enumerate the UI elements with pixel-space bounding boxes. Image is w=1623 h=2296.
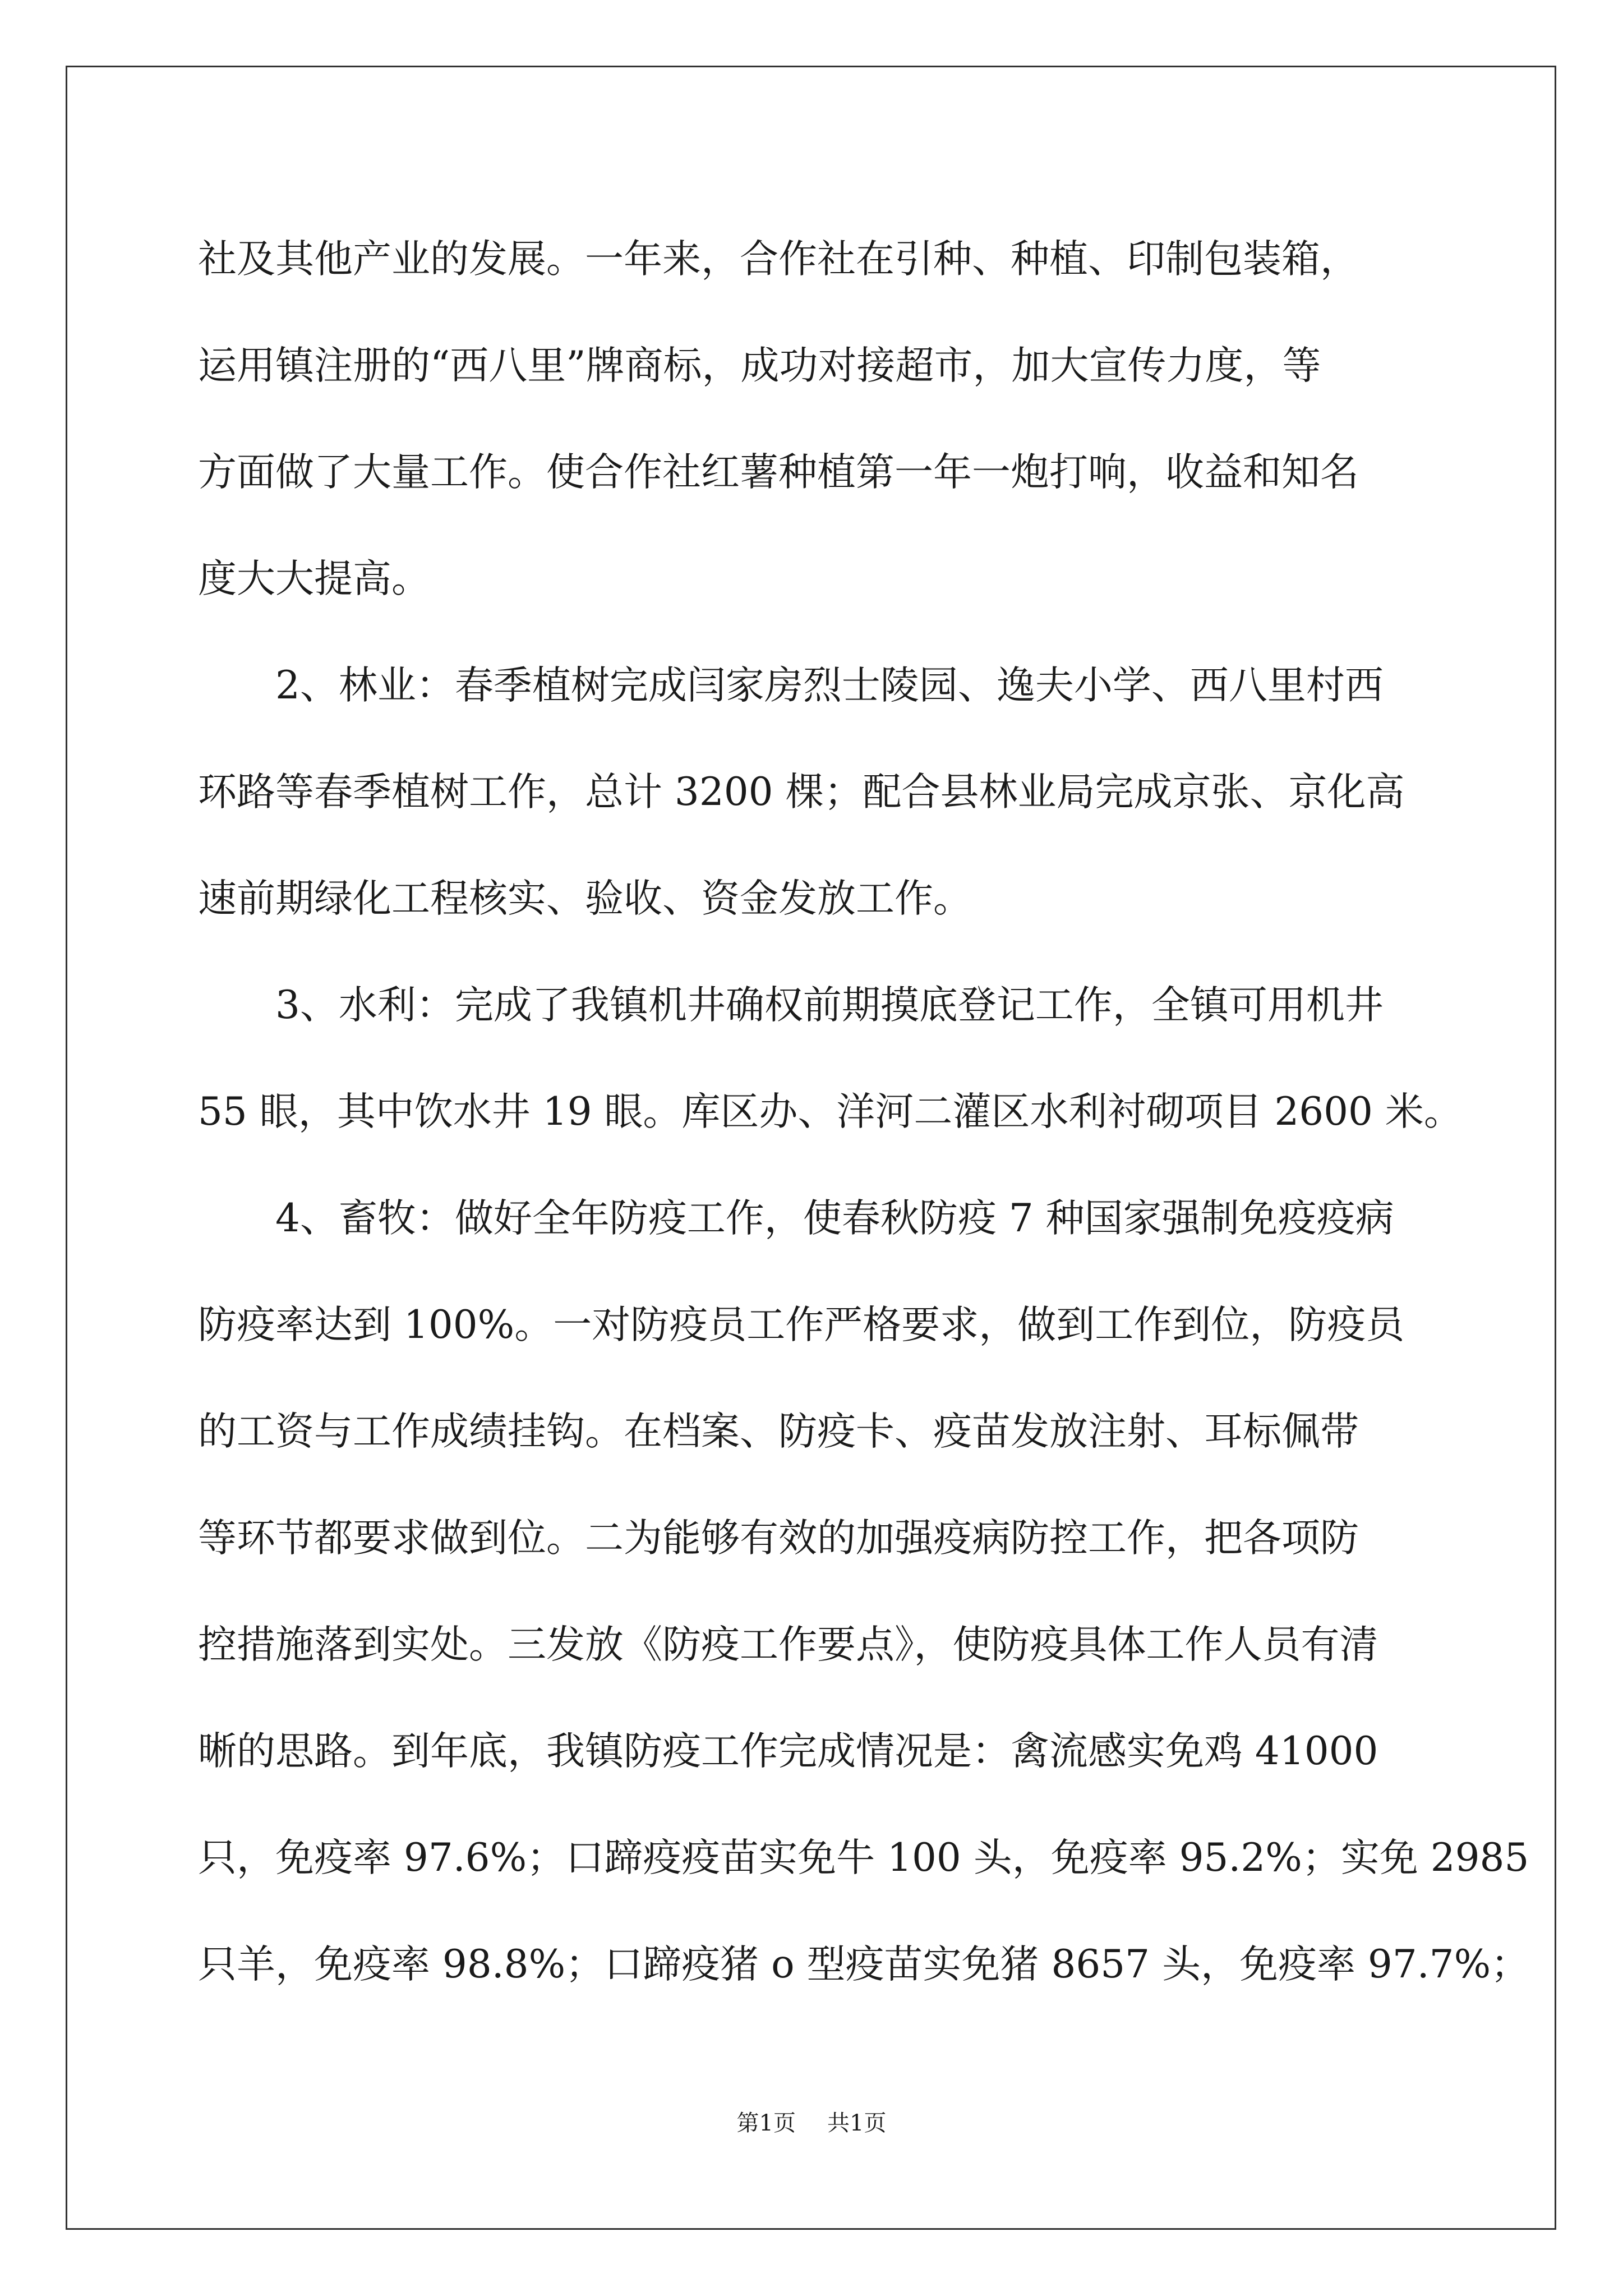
text-line: 等环节都要求做到位。二为能够有效的加强疫病防控工作，把各项防	[198, 1516, 1359, 1561]
text-line: 3、水利：完成了我镇机井确权前期摸底登记工作，全镇可用机井	[198, 983, 1384, 1028]
text-line: 晰的思路。到年底，我镇防疫工作完成情况是：禽流感实免鸡 41000	[198, 1729, 1378, 1774]
page-footer	[0, 2106, 1623, 2140]
document-body	[198, 206, 1530, 2018]
text-line: 的工资与工作成绩挂钩。在档案、防疫卡、疫苗发放注射、耳标佩带	[198, 1409, 1359, 1454]
text-line: 2、林业：春季植树完成闫家房烈士陵园、逸夫小学、西八里村西	[198, 663, 1384, 708]
text-line: 度大大提高。	[198, 556, 430, 601]
text-line: 控措施落到实处。三发放《防疫工作要点》，使防疫具体工作人员有清	[198, 1622, 1378, 1667]
text-line: 只，免疫率 97.6%；口蹄疫疫苗实免牛 100 头，免疫率 95.2%；实免 2985	[198, 1835, 1529, 1880]
text-line: 只羊，免疫率 98.8%；口蹄疫猪 o 型疫苗实免猪 8657 头，免疫率 97.7%；	[198, 1942, 1530, 1987]
text-line: 防疫率达到 100%。一对防疫员工作严格要求，做到工作到位，防疫员	[198, 1303, 1405, 1347]
text-line: 方面做了大量工作。使合作社红薯种植第一年一炮打响，收益和知名	[198, 450, 1359, 495]
page-total: 共1页	[827, 2110, 887, 2136]
page-number: 第1页	[736, 2110, 796, 2136]
text-line: 55 眼，其中饮水井 19 眼。库区办、洋河二灌区水利衬砌项目 2600 米。	[198, 1089, 1463, 1134]
text-line: 社及其他产业的发展。一年来，合作社在引种、种植、印制包装箱，	[198, 237, 1359, 282]
text-line: 运用镇注册的“西八里”牌商标，成功对接超市，加大宣传力度，等	[198, 343, 1321, 388]
text-line: 4、畜牧：做好全年防疫工作，使春秋防疫 7 种国家强制免疫疫病	[198, 1196, 1394, 1241]
text-line: 环路等春季植树工作，总计 3200 棵；配合县林业局完成京张、京化高	[198, 770, 1405, 815]
text-line: 速前期绿化工程核实、验收、资金发放工作。	[198, 876, 972, 921]
